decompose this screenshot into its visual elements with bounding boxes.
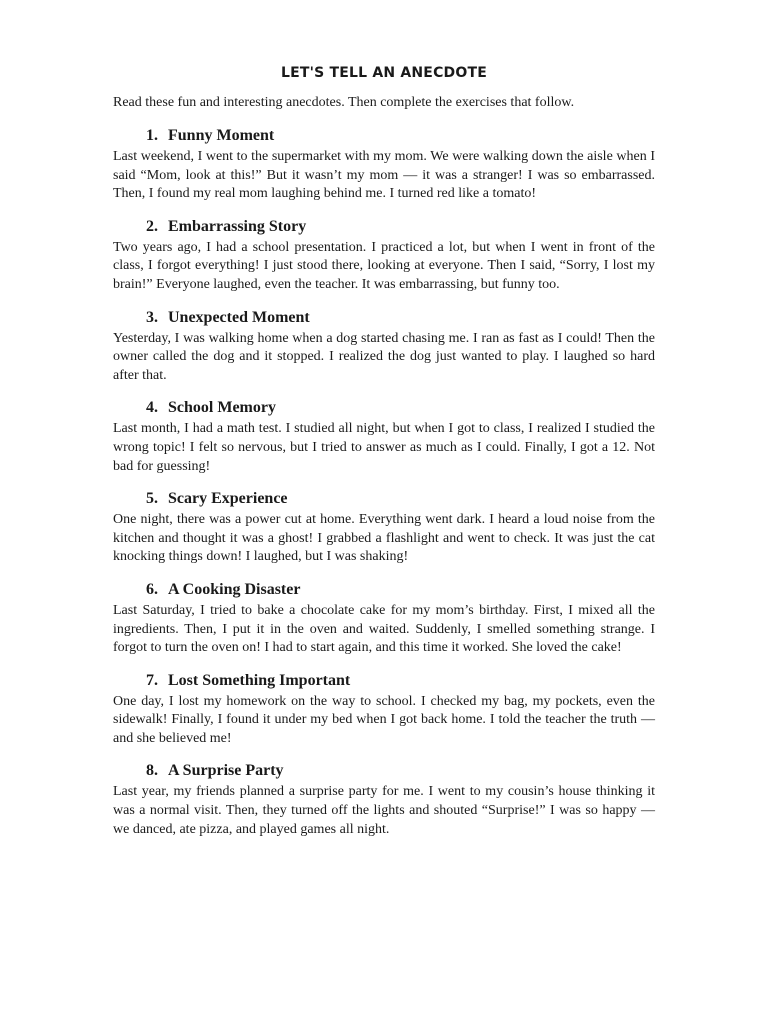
section-number: 5.	[146, 490, 158, 508]
section-heading	[113, 580, 655, 600]
anecdote-section	[113, 308, 655, 386]
intro-paragraph: Read these fun and interesting anecdotes. Then complete the exercises that follow.	[113, 95, 575, 110]
section-body: Last weekend, I went to the supermarket with my mom. We were walking down the aisle when I said “Mom, look at this!” But it wasn’t my mom — it was a stranger! I was so embarrassed. Then, I found my real mom laughing behind me. I turned red like a tomato!	[113, 149, 655, 202]
section-number: 1.	[146, 127, 158, 144]
section-number: 6.	[146, 580, 158, 598]
section-title: A Cooking Disaster	[168, 580, 301, 598]
section-title: Unexpected Moment	[168, 308, 310, 326]
section-number: 8.	[146, 762, 158, 780]
section-title: Lost Something Important	[168, 671, 351, 689]
section-heading	[113, 308, 655, 328]
section-heading	[113, 671, 655, 691]
anecdote-section	[113, 489, 655, 567]
section-body: One day, I lost my homework on the way to school. I checked my bag, my pockets, even the sidewalk! Finally, I found it under my bed when I got back home. I told the teacher the truth — and she believed me!	[113, 693, 655, 746]
section-number: 2.	[146, 217, 158, 235]
section-number: 4.	[146, 399, 158, 417]
section-body: Last Saturday, I tried to bake a chocolate cake for my mom’s birthday. First, I mixed all the ingredients. Then, I put it in the oven and waited. Suddenly, I smelled something strange. I forgot to turn the oven on! I had to start again, and this time it worked. She loved the cake!	[113, 602, 655, 656]
section-title: A Surprise Party	[168, 762, 284, 780]
section-title: School Memory	[168, 399, 276, 417]
page-title: LET'S TELL AN ANECDOTE	[281, 65, 487, 81]
section-number: 3.	[146, 308, 158, 326]
section-body: Last year, my friends planned a surprise party for me. I went to my cousin’s house thinking it was a normal visit. Then, they turned off the lights and shouted “Surprise!” I was so happy — we danced, ate pizza, and played games all night.	[113, 784, 655, 837]
section-title: Embarrassing Story	[168, 217, 307, 235]
section-title: Funny Moment	[168, 127, 275, 144]
anecdote-section	[113, 671, 655, 749]
section-body: One night, there was a power cut at home. Everything went dark. I heard a loud noise from the kitchen and thought it was a ghost! I grabbed a flashlight and went to check. It was just the cat knocking things down! I laughed, but I was shaking!	[113, 512, 655, 565]
section-heading	[113, 398, 655, 418]
anecdote-section	[113, 761, 655, 839]
anecdote-section	[113, 217, 655, 295]
section-title: Scary Experience	[168, 490, 288, 508]
section-heading	[113, 489, 655, 509]
section-heading	[113, 217, 655, 237]
section-body: Two years ago, I had a school presentation. I practiced a lot, but when I went in front of the class, I forgot everything! I just stood there, looking at everyone. Then I said, “Sorry, I lost my brain!” Everyone laughed, even the teacher. It was embarrassing, but funny too.	[113, 239, 655, 292]
section-body: Last month, I had a math test. I studied all night, but when I got to class, I realized I studied the wrong topic! I felt so nervous, but I tried to answer as much as I could. Finally, I got a 12. Not bad for guessing!	[113, 421, 655, 474]
section-heading	[113, 126, 655, 146]
anecdote-section	[113, 580, 655, 658]
anecdote-section	[113, 126, 655, 204]
anecdote-section	[113, 398, 655, 476]
section-body: Yesterday, I was walking home when a dog started chasing me. I ran as fast as I could! Then the owner called the dog and it stopped. I realized the dog just wanted to play. I laughed so hard after that.	[113, 330, 655, 383]
document-page	[113, 64, 655, 852]
section-number: 7.	[146, 671, 158, 689]
section-heading	[113, 761, 655, 781]
